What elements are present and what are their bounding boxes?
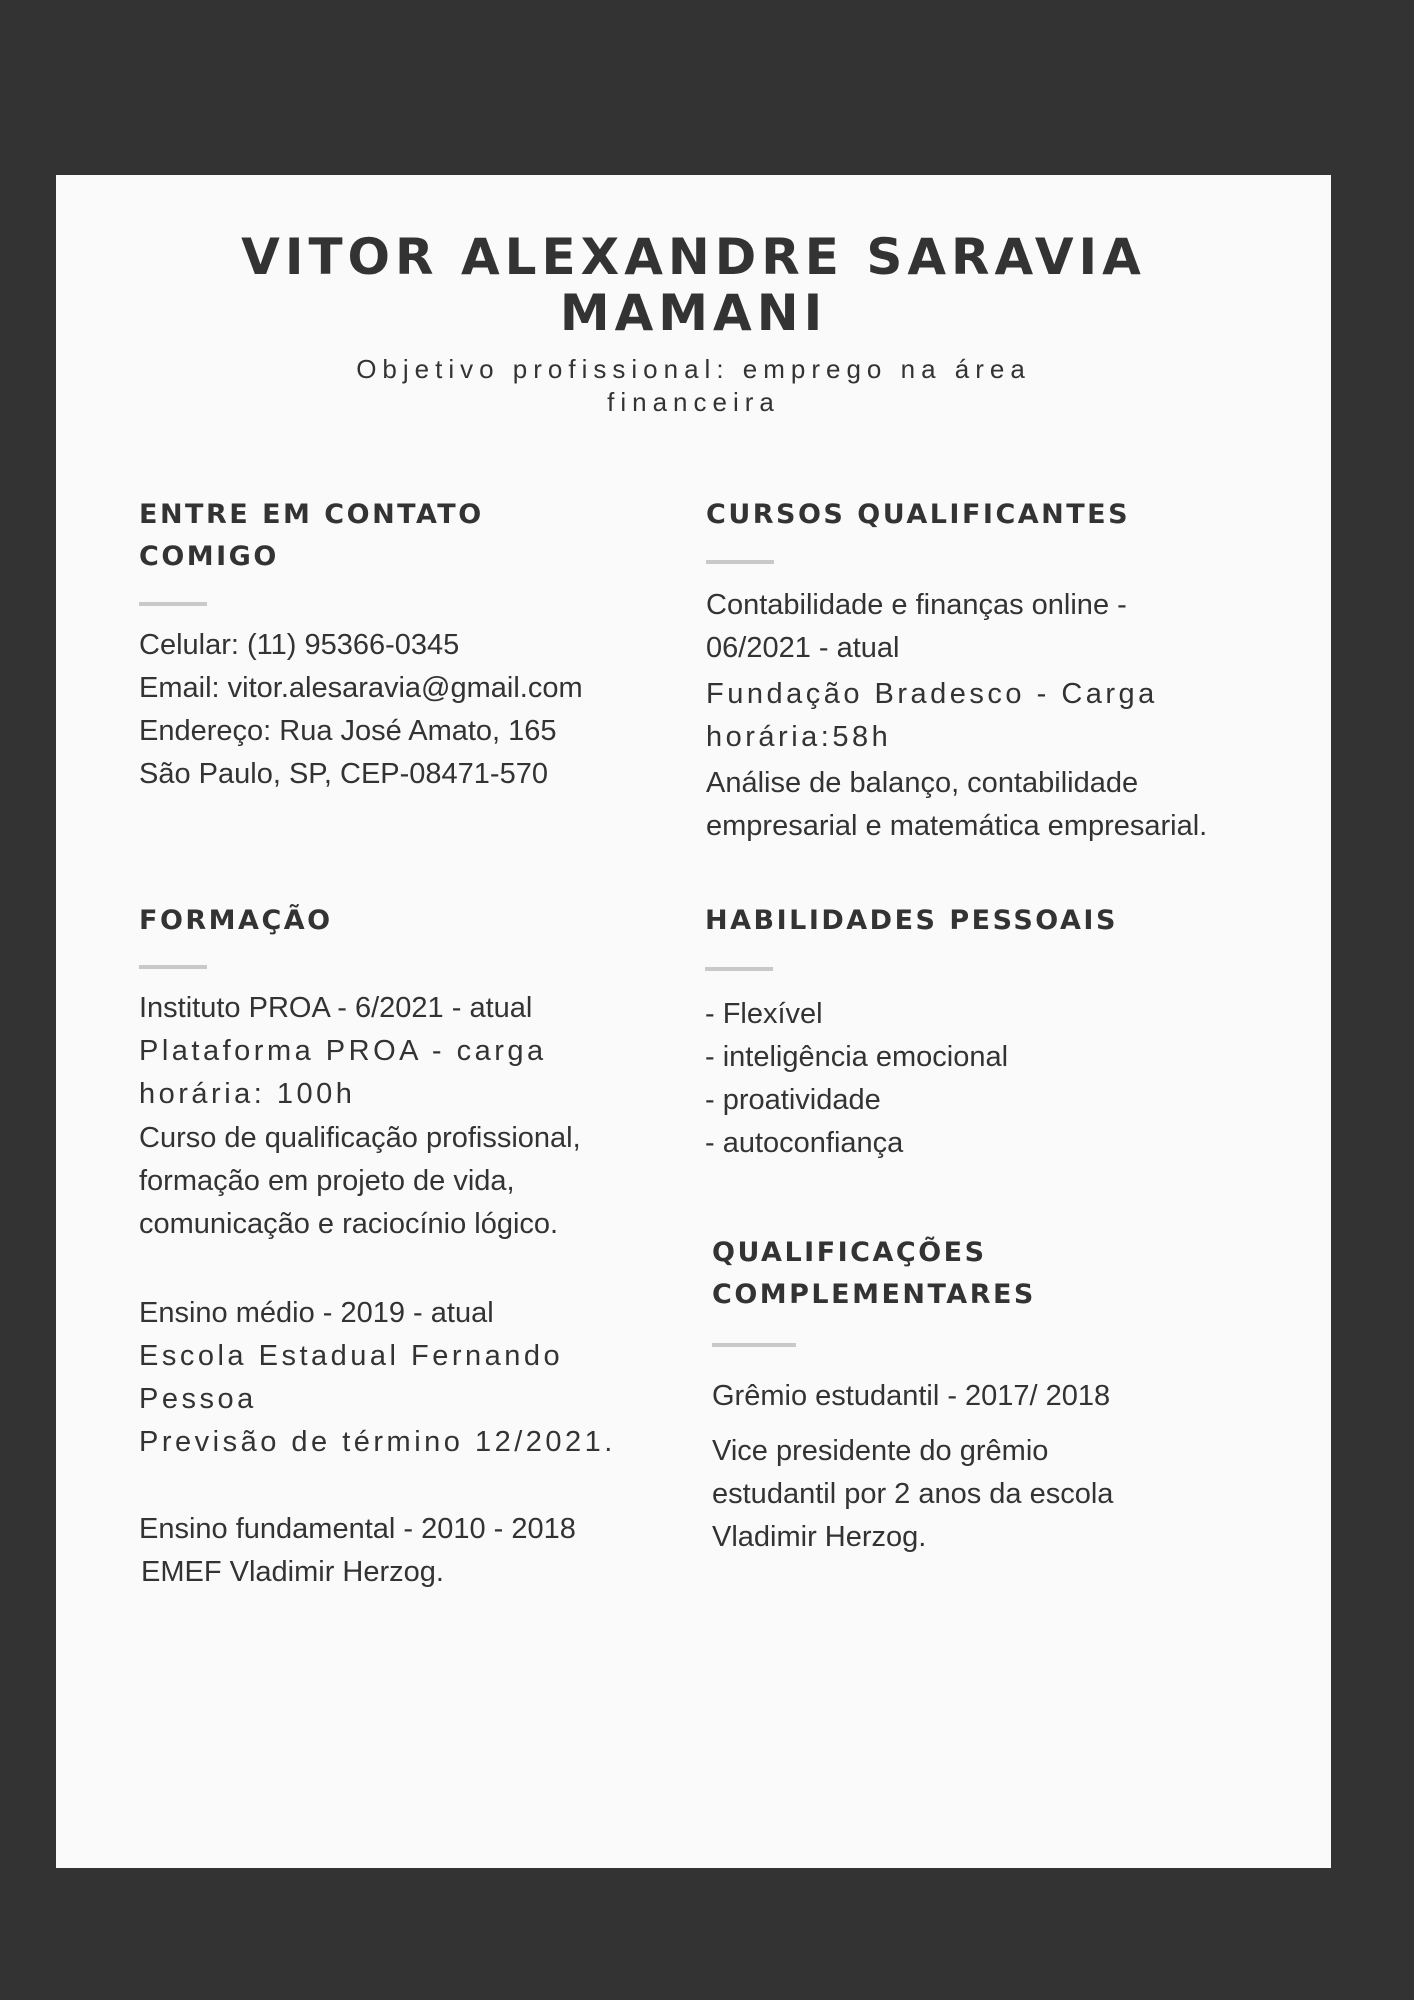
highschool-school-line-1: Escola Estadual Fernando xyxy=(139,1340,564,1372)
contact-heading-line-1: ENTRE EM CONTATO xyxy=(139,499,484,530)
proa-platform-line-1: Plataforma PROA - carga xyxy=(139,1035,547,1067)
skills-divider xyxy=(705,967,773,971)
name-line-1: VITOR ALEXANDRE SARAVIA xyxy=(241,228,1146,286)
extras-heading-line-2: COMPLEMENTARES xyxy=(712,1279,1036,1310)
course-provider-line-1: Fundação Bradesco - Carga xyxy=(706,678,1158,710)
proa-title: Instituto PROA - 6/2021 - atual xyxy=(139,992,533,1024)
proa-desc-line-3: comunicação e raciocínio lógico. xyxy=(139,1208,559,1240)
courses-section xyxy=(706,494,1207,848)
course-title xyxy=(706,584,1207,670)
elementary-school: EMEF Vladimir Herzog. xyxy=(141,1556,444,1588)
extras-desc-line-3: Vladimir Herzog. xyxy=(712,1521,927,1553)
highschool-school-line-2: Pessoa xyxy=(139,1383,257,1415)
proa-platform-line-2: horária: 100h xyxy=(139,1078,356,1110)
contact-divider xyxy=(139,602,207,606)
education-divider xyxy=(139,965,207,969)
skills-heading: HABILIDADES PESSOAIS xyxy=(705,905,1118,936)
course-title-line-1: Contabilidade e finanças online - xyxy=(706,589,1127,621)
skill-item: - autoconfiança xyxy=(705,1127,904,1159)
skill-item: - inteligência emocional xyxy=(705,1041,1009,1073)
extras-heading xyxy=(712,1232,1113,1316)
contact-section xyxy=(139,494,583,796)
objective-line-1: Objetivo profissional: emprego na área xyxy=(356,354,1031,384)
contact-details xyxy=(139,624,583,796)
contact-email: Email: vitor.alesaravia@gmail.com xyxy=(139,672,583,704)
career-objective xyxy=(56,353,1331,419)
highschool-details xyxy=(139,1335,616,1464)
courses-divider xyxy=(706,560,774,564)
candidate-name xyxy=(56,229,1331,341)
resume-page xyxy=(56,175,1331,1868)
contact-heading xyxy=(139,494,583,578)
proa-platform xyxy=(139,1030,616,1116)
extras-description xyxy=(712,1430,1113,1559)
contact-city: São Paulo, SP, CEP-08471-570 xyxy=(139,758,548,790)
extras-divider xyxy=(712,1343,796,1347)
extras-desc-line-1: Vice presidente do grêmio xyxy=(712,1435,1049,1467)
skill-item: - Flexível xyxy=(705,998,823,1030)
extras-desc-line-2: estudantil por 2 anos da escola xyxy=(712,1478,1114,1510)
skill-item: - proatividade xyxy=(705,1084,881,1116)
course-description xyxy=(706,762,1207,848)
name-line-2: MAMANI xyxy=(559,284,828,342)
course-provider xyxy=(706,673,1207,759)
course-provider-line-2: horária:58h xyxy=(706,721,892,753)
education-section xyxy=(139,900,616,1594)
highschool-forecast: Previsão de término 12/2021. xyxy=(139,1426,616,1458)
extras-heading-line-1: QUALIFICAÇÕES xyxy=(712,1237,987,1268)
course-desc-line-1: Análise de balanço, contabilidade xyxy=(706,767,1139,799)
elementary-title: Ensino fundamental - 2010 - 2018 xyxy=(139,1513,576,1545)
objective-line-2: financeira xyxy=(607,387,780,417)
courses-heading: CURSOS QUALIFICANTES xyxy=(706,499,1131,530)
course-desc-line-2: empresarial e matemática empresarial. xyxy=(706,810,1208,842)
contact-address: Endereço: Rua José Amato, 165 xyxy=(139,715,557,747)
skills-list xyxy=(705,993,1118,1165)
extras-section xyxy=(712,1232,1113,1559)
skills-section xyxy=(705,900,1118,1165)
contact-phone: Celular: (11) 95366-0345 xyxy=(139,629,460,661)
proa-description xyxy=(139,1117,616,1246)
proa-desc-line-2: formação em projeto de vida, xyxy=(139,1165,515,1197)
education-heading: FORMAÇÃO xyxy=(139,905,333,936)
elementary-details xyxy=(139,1508,616,1594)
course-title-line-2: 06/2021 - atual xyxy=(706,632,900,664)
proa-desc-line-1: Curso de qualificação profissional, xyxy=(139,1122,581,1154)
contact-heading-line-2: COMIGO xyxy=(139,541,279,572)
extras-title: Grêmio estudantil - 2017/ 2018 xyxy=(712,1380,1111,1412)
highschool-title: Ensino médio - 2019 - atual xyxy=(139,1297,494,1329)
